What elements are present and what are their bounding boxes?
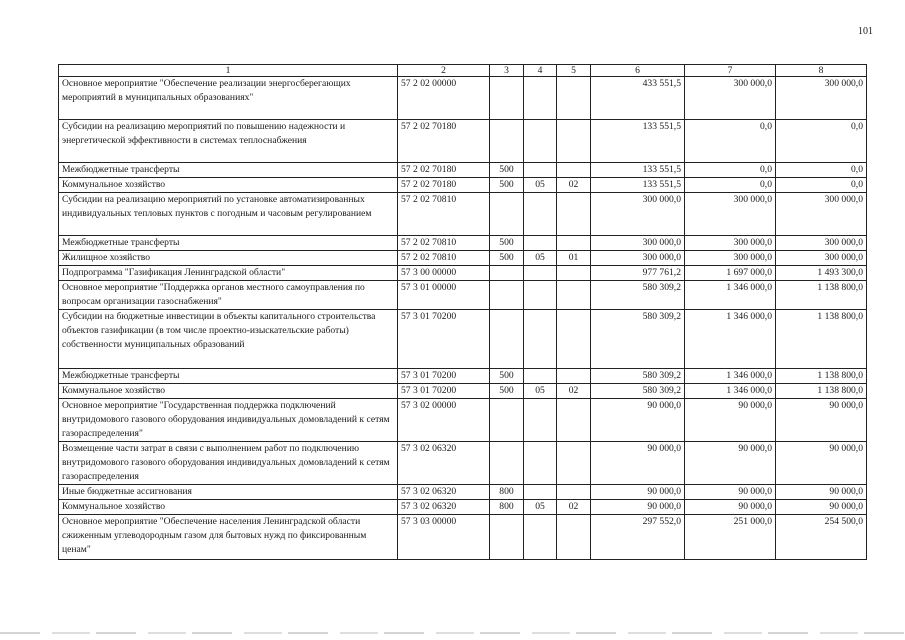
row-value-col8: 0,0 xyxy=(776,178,867,193)
row-expense-type: 500 xyxy=(490,178,524,193)
row-value-col7: 0,0 xyxy=(685,163,776,178)
row-section xyxy=(524,193,557,236)
row-code: 57 2 02 70180 xyxy=(398,178,490,193)
row-value-col7: 300 000,0 xyxy=(685,193,776,236)
row-expense-type xyxy=(490,399,524,442)
table-row xyxy=(59,236,867,251)
row-subsection xyxy=(557,120,591,163)
row-value-col6: 300 000,0 xyxy=(591,236,685,251)
row-code: 57 3 01 70200 xyxy=(398,384,490,399)
row-section: 05 xyxy=(524,384,557,399)
row-name: Коммунальное хозяйство xyxy=(59,384,398,399)
table-row xyxy=(59,500,867,515)
row-name: Межбюджетные трансферты xyxy=(59,236,398,251)
table-row xyxy=(59,77,867,120)
row-value-col6: 90 000,0 xyxy=(591,442,685,485)
table-row xyxy=(59,251,867,266)
column-header: 7 xyxy=(685,65,776,77)
row-value-col8: 0,0 xyxy=(776,120,867,163)
row-value-col8: 1 138 800,0 xyxy=(776,369,867,384)
column-header: 8 xyxy=(776,65,867,77)
row-value-col7: 1 697 000,0 xyxy=(685,266,776,281)
row-value-col6: 133 551,5 xyxy=(591,163,685,178)
row-subsection xyxy=(557,310,591,369)
row-subsection: 02 xyxy=(557,384,591,399)
table-row xyxy=(59,515,867,560)
row-expense-type: 500 xyxy=(490,236,524,251)
row-name: Жилищное хозяйство xyxy=(59,251,398,266)
row-section xyxy=(524,310,557,369)
row-code: 57 3 03 00000 xyxy=(398,515,490,560)
row-code: 57 3 00 00000 xyxy=(398,266,490,281)
row-code: 57 2 02 00000 xyxy=(398,77,490,120)
row-value-col8: 1 138 800,0 xyxy=(776,310,867,369)
row-value-col6: 300 000,0 xyxy=(591,251,685,266)
row-code: 57 3 01 70200 xyxy=(398,310,490,369)
table-header-row xyxy=(59,65,867,77)
row-value-col7: 90 000,0 xyxy=(685,442,776,485)
column-header: 6 xyxy=(591,65,685,77)
row-subsection xyxy=(557,236,591,251)
row-value-col6: 90 000,0 xyxy=(591,399,685,442)
budget-table xyxy=(58,64,867,560)
column-header: 3 xyxy=(490,65,524,77)
row-value-col6: 580 309,2 xyxy=(591,281,685,310)
row-value-col7: 1 346 000,0 xyxy=(685,281,776,310)
table-row xyxy=(59,384,867,399)
row-value-col6: 580 309,2 xyxy=(591,369,685,384)
row-value-col8: 90 000,0 xyxy=(776,399,867,442)
row-expense-type xyxy=(490,442,524,485)
row-subsection xyxy=(557,442,591,485)
row-value-col8: 90 000,0 xyxy=(776,442,867,485)
row-value-col8: 1 493 300,0 xyxy=(776,266,867,281)
row-value-col7: 90 000,0 xyxy=(685,485,776,500)
row-subsection xyxy=(557,193,591,236)
row-subsection xyxy=(557,369,591,384)
row-expense-type: 800 xyxy=(490,485,524,500)
row-value-col7: 0,0 xyxy=(685,178,776,193)
row-name: Субсидии на бюджетные инвестиции в объекты капитального строительства объектов газификации (в том числе проектно-изыскательские работы) собственности муниципальных образований xyxy=(59,310,398,369)
row-code: 57 2 02 70810 xyxy=(398,193,490,236)
row-value-col6: 90 000,0 xyxy=(591,485,685,500)
row-code: 57 3 02 06320 xyxy=(398,442,490,485)
row-expense-type xyxy=(490,281,524,310)
table-body xyxy=(59,77,867,560)
row-code: 57 3 02 06320 xyxy=(398,500,490,515)
row-value-col6: 977 761,2 xyxy=(591,266,685,281)
row-section xyxy=(524,369,557,384)
row-expense-type xyxy=(490,77,524,120)
row-expense-type xyxy=(490,310,524,369)
row-value-col6: 133 551,5 xyxy=(591,178,685,193)
table-row xyxy=(59,369,867,384)
table-row xyxy=(59,163,867,178)
row-value-col7: 300 000,0 xyxy=(685,77,776,120)
table-row xyxy=(59,485,867,500)
row-section: 05 xyxy=(524,500,557,515)
column-header: 1 xyxy=(59,65,398,77)
row-subsection xyxy=(557,485,591,500)
column-header: 4 xyxy=(524,65,557,77)
row-value-col7: 90 000,0 xyxy=(685,399,776,442)
row-section xyxy=(524,515,557,560)
row-subsection: 02 xyxy=(557,500,591,515)
row-subsection: 01 xyxy=(557,251,591,266)
row-name: Возмещение части затрат в связи с выполнением работ по подключению внутридомового газового оборудования индивидуальных домовладений к сетям газораспределения xyxy=(59,442,398,485)
row-value-col8: 1 138 800,0 xyxy=(776,384,867,399)
table-row xyxy=(59,178,867,193)
row-name: Межбюджетные трансферты xyxy=(59,163,398,178)
row-section xyxy=(524,120,557,163)
row-subsection xyxy=(557,515,591,560)
row-name: Основное мероприятие "Обеспечение реализации энергосберегающих мероприятий в муниципальных образованиях" xyxy=(59,77,398,120)
row-expense-type: 500 xyxy=(490,384,524,399)
row-value-col6: 580 309,2 xyxy=(591,384,685,399)
row-subsection xyxy=(557,399,591,442)
row-name: Основное мероприятие "Поддержка органов местного самоуправления по вопросам организации газоснабжения" xyxy=(59,281,398,310)
row-name: Основное мероприятие "Государственная поддержка подключений внутридомового газового оборудования индивидуальных домовладений к сетям газораспределения" xyxy=(59,399,398,442)
row-value-col8: 254 500,0 xyxy=(776,515,867,560)
table-row xyxy=(59,281,867,310)
table-row xyxy=(59,193,867,236)
row-section xyxy=(524,163,557,178)
table-row xyxy=(59,399,867,442)
row-value-col7: 90 000,0 xyxy=(685,500,776,515)
row-value-col6: 297 552,0 xyxy=(591,515,685,560)
row-section xyxy=(524,266,557,281)
row-value-col8: 90 000,0 xyxy=(776,500,867,515)
row-expense-type: 500 xyxy=(490,251,524,266)
row-name: Основное мероприятие "Обеспечение населения Ленинградской области сжиженным углеводородным газом для бытовых нужд по фиксированным ценам" xyxy=(59,515,398,560)
row-subsection xyxy=(557,281,591,310)
row-value-col7: 1 346 000,0 xyxy=(685,384,776,399)
row-value-col7: 300 000,0 xyxy=(685,251,776,266)
row-value-col8: 90 000,0 xyxy=(776,485,867,500)
row-code: 57 2 02 70810 xyxy=(398,236,490,251)
row-expense-type xyxy=(490,515,524,560)
page-number: 101 xyxy=(858,26,873,37)
row-code: 57 2 02 70180 xyxy=(398,120,490,163)
row-expense-type: 800 xyxy=(490,500,524,515)
table-row xyxy=(59,266,867,281)
row-value-col8: 300 000,0 xyxy=(776,251,867,266)
row-subsection: 02 xyxy=(557,178,591,193)
row-expense-type xyxy=(490,193,524,236)
row-name: Иные бюджетные ассигнования xyxy=(59,485,398,500)
row-section xyxy=(524,77,557,120)
row-section xyxy=(524,485,557,500)
row-value-col8: 1 138 800,0 xyxy=(776,281,867,310)
row-section xyxy=(524,442,557,485)
row-value-col8: 300 000,0 xyxy=(776,193,867,236)
row-section xyxy=(524,399,557,442)
table-row xyxy=(59,442,867,485)
row-expense-type xyxy=(490,266,524,281)
row-value-col6: 580 309,2 xyxy=(591,310,685,369)
row-code: 57 3 01 70200 xyxy=(398,369,490,384)
row-name: Коммунальное хозяйство xyxy=(59,500,398,515)
row-subsection xyxy=(557,77,591,120)
row-expense-type xyxy=(490,120,524,163)
row-expense-type: 500 xyxy=(490,369,524,384)
row-subsection xyxy=(557,163,591,178)
table-row xyxy=(59,120,867,163)
table-row xyxy=(59,310,867,369)
row-section: 05 xyxy=(524,251,557,266)
row-value-col8: 300 000,0 xyxy=(776,236,867,251)
row-name: Коммунальное хозяйство xyxy=(59,178,398,193)
row-value-col8: 300 000,0 xyxy=(776,77,867,120)
row-value-col6: 300 000,0 xyxy=(591,193,685,236)
row-value-col6: 90 000,0 xyxy=(591,500,685,515)
row-code: 57 2 02 70180 xyxy=(398,163,490,178)
row-code: 57 3 01 00000 xyxy=(398,281,490,310)
row-expense-type: 500 xyxy=(490,163,524,178)
row-section xyxy=(524,281,557,310)
row-section xyxy=(524,236,557,251)
row-name: Субсидии на реализацию мероприятий по повышению надежности и энергетической эффективности в системах теплоснабжения xyxy=(59,120,398,163)
row-value-col7: 1 346 000,0 xyxy=(685,310,776,369)
row-section: 05 xyxy=(524,178,557,193)
row-value-col7: 1 346 000,0 xyxy=(685,369,776,384)
row-code: 57 3 02 06320 xyxy=(398,485,490,500)
row-value-col6: 133 551,5 xyxy=(591,120,685,163)
column-header: 5 xyxy=(557,65,591,77)
row-code: 57 3 02 00000 xyxy=(398,399,490,442)
column-header: 2 xyxy=(398,65,490,77)
row-code: 57 2 02 70810 xyxy=(398,251,490,266)
row-name: Подпрограмма "Газификация Ленинградской области" xyxy=(59,266,398,281)
row-value-col6: 433 551,5 xyxy=(591,77,685,120)
row-subsection xyxy=(557,266,591,281)
row-name: Межбюджетные трансферты xyxy=(59,369,398,384)
row-value-col8: 0,0 xyxy=(776,163,867,178)
row-value-col7: 251 000,0 xyxy=(685,515,776,560)
row-name: Субсидии на реализацию мероприятий по установке автоматизированных индивидуальных тепловых пунктов с погодным и часовым регулированием xyxy=(59,193,398,236)
row-value-col7: 300 000,0 xyxy=(685,236,776,251)
scan-edge-artifact xyxy=(0,632,905,634)
row-value-col7: 0,0 xyxy=(685,120,776,163)
